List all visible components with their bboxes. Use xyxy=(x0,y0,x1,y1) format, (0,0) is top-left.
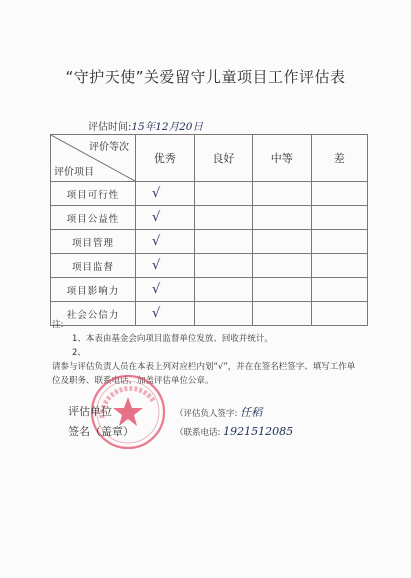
contact-block xyxy=(175,404,293,442)
row-item-label: 项目可行性 xyxy=(51,182,136,206)
empty-cell xyxy=(311,182,367,206)
empty-cell xyxy=(311,206,367,230)
row-item-label: 项目管理 xyxy=(51,230,136,254)
date-label: 评估时间: xyxy=(88,122,132,133)
leader-signature-label: （评估负人签字: xyxy=(175,409,238,419)
corner-label-item: 评价项目 xyxy=(54,167,94,178)
empty-cell xyxy=(253,254,311,278)
signature-block xyxy=(68,402,134,442)
form-title: “守护天使”关爱留守儿童项目工作评估表 xyxy=(65,68,346,86)
checkmark-cell: √ xyxy=(136,278,195,302)
note-1: 1、本表由基金会向项目监督单位发放、回收并统计。 xyxy=(72,334,273,344)
date-value: 15年12月20日 xyxy=(131,121,203,133)
column-header-medium: 中等 xyxy=(253,135,311,182)
checkmark-cell: √ xyxy=(136,230,195,254)
row-item-label: 项目影响力 xyxy=(51,278,136,302)
notes-instruction-line-1: 请参与评估负责人员在本表上列对应栏内划“√”，并在在签名栏签字、填写工作单 xyxy=(52,362,356,372)
evaluation-unit-label: 评估单位 xyxy=(68,405,112,418)
table-row xyxy=(51,230,368,254)
checkmark-cell: √ xyxy=(136,206,195,230)
empty-cell xyxy=(194,254,252,278)
table-row xyxy=(51,254,368,278)
phone-label: （联系电话: xyxy=(175,428,221,438)
leader-signature-value: 任稻 xyxy=(240,406,263,419)
empty-cell xyxy=(311,230,367,254)
evaluation-table xyxy=(50,134,368,326)
empty-cell xyxy=(253,230,311,254)
empty-cell xyxy=(253,206,311,230)
evaluation-date xyxy=(88,118,203,134)
empty-cell xyxy=(194,230,252,254)
notes-instruction-line-2: 位及职务、联系电话、加盖评估单位公章。 xyxy=(52,376,214,386)
sign-seal-label: 签名（盖章） xyxy=(68,425,134,438)
checkmark-cell: √ xyxy=(136,254,195,278)
column-header-excellent: 优秀 xyxy=(136,135,195,182)
table-corner-cell xyxy=(51,135,136,182)
phone-value: 1921512085 xyxy=(223,425,294,438)
empty-cell xyxy=(253,182,311,206)
empty-cell xyxy=(194,182,252,206)
column-header-good: 良好 xyxy=(194,135,252,182)
checkmark-cell: √ xyxy=(136,182,195,206)
empty-cell xyxy=(253,278,311,302)
column-header-poor: 差 xyxy=(311,135,367,182)
empty-cell xyxy=(194,278,252,302)
row-item-label: 项目监督 xyxy=(51,254,136,278)
note-2: 2、 xyxy=(72,348,86,358)
table-row xyxy=(51,278,368,302)
corner-label-grade: 评价等次 xyxy=(89,142,129,153)
table-header-row xyxy=(51,135,368,182)
checkmark-cell: √ xyxy=(136,302,195,326)
table-row xyxy=(51,206,368,230)
row-item-label: 社会公信力 xyxy=(51,302,136,326)
empty-cell xyxy=(311,254,367,278)
notes-heading: 注: xyxy=(52,320,64,330)
empty-cell xyxy=(311,278,367,302)
table-row xyxy=(51,182,368,206)
empty-cell xyxy=(194,206,252,230)
row-item-label: 项目公益性 xyxy=(51,206,136,230)
